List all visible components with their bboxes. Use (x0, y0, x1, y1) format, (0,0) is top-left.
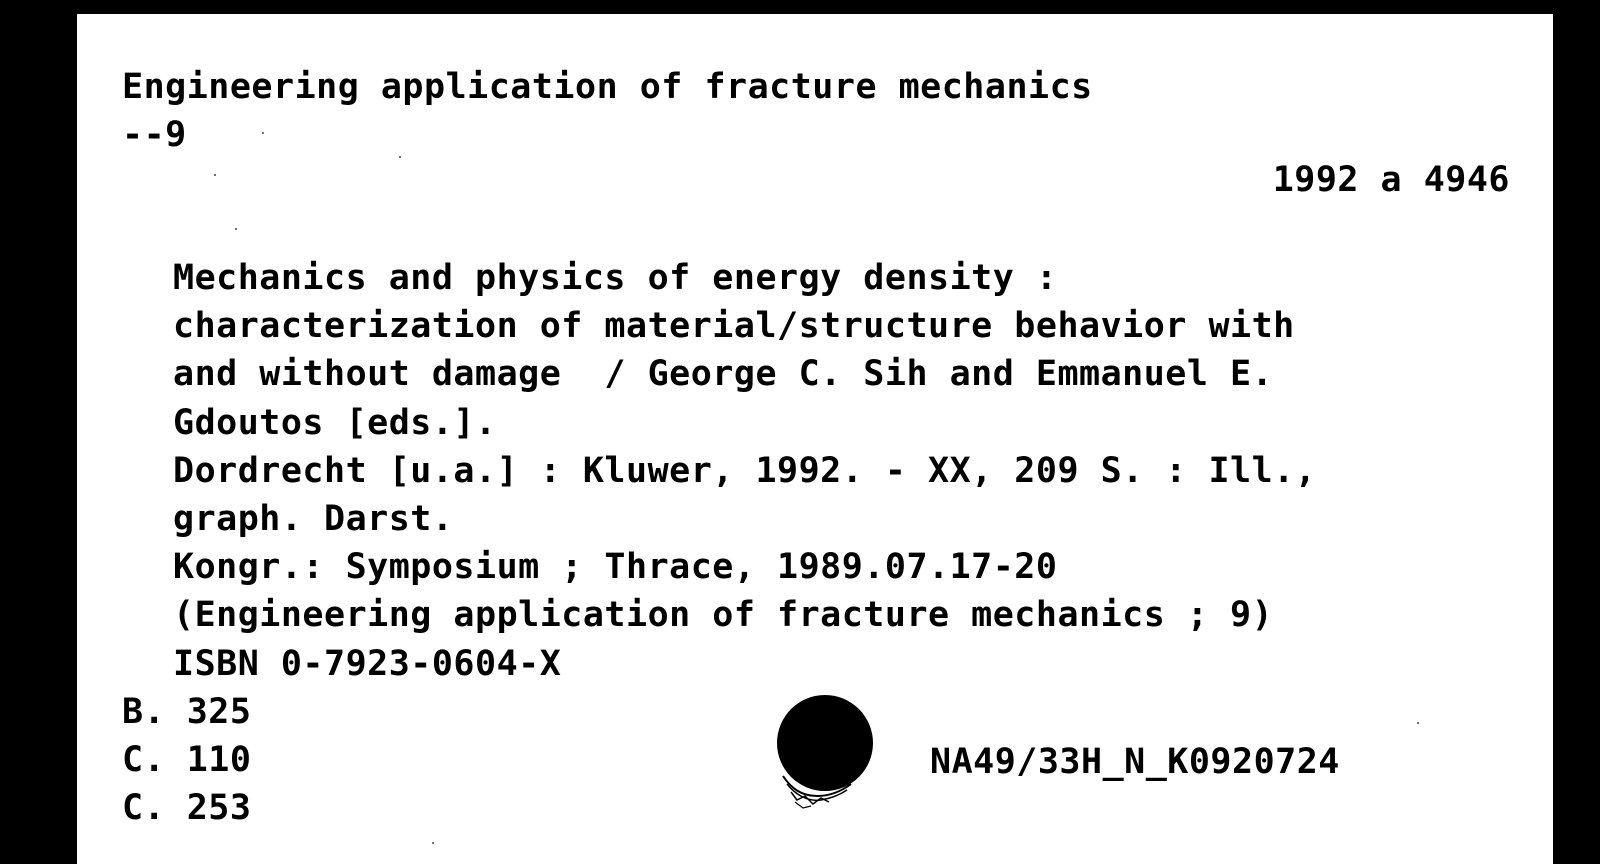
dust-speck (1417, 722, 1419, 724)
series-heading: Engineering application of fracture mechanics (122, 67, 1093, 107)
hole-tear-mark (777, 770, 857, 814)
series-volume: --9 (122, 115, 187, 155)
imprint-line: graph. Darst. (173, 499, 454, 539)
classification-code: B. 325 (122, 692, 252, 732)
dust-speck (235, 228, 237, 230)
signature-number: 1992 a 4946 (1272, 160, 1510, 200)
isbn-line: ISBN 0-7923-0604-X (173, 644, 562, 684)
dust-speck (399, 156, 401, 158)
catalog-card (77, 14, 1553, 864)
series-statement: (Engineering application of fracture mechanics ; 9) (173, 595, 1274, 635)
description-line: and without damage / George C. Sih and Emmanuel E. (173, 354, 1274, 394)
classification-code: C. 253 (122, 788, 252, 828)
dust-speck (432, 842, 434, 844)
imprint-line: Dordrecht [u.a.] : Kluwer, 1992. - XX, 209 S. : Ill., (173, 451, 1317, 491)
congress-line: Kongr.: Symposium ; Thrace, 1989.07.17-20 (173, 547, 1058, 587)
description-line: Mechanics and physics of energy density : (173, 258, 1058, 298)
description-line: Gdoutos [eds.]. (173, 403, 497, 443)
shelfmark: NA49/33H_N_K0920724 (930, 742, 1340, 782)
classification-code: C. 110 (122, 740, 252, 780)
dust-speck (214, 174, 216, 176)
dust-speck (262, 132, 264, 134)
description-line: characterization of material/structure behavior with (173, 306, 1295, 346)
